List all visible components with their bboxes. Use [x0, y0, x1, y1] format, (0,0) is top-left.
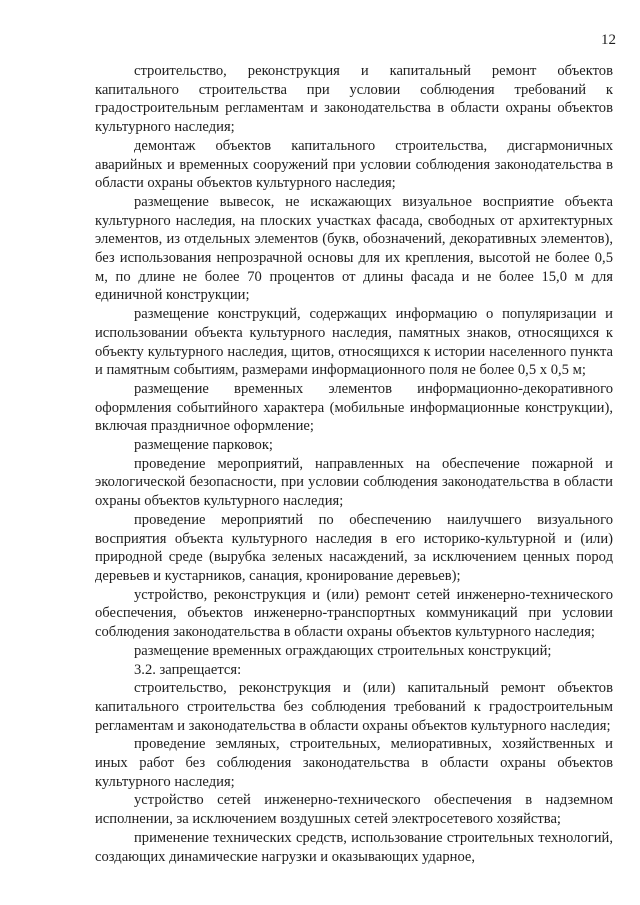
paragraph: проведение земляных, строительных, мелиоративных, хозяйственных и иных работ без соблюдения законодательства в области охраны объектов культурного наследия; [95, 736, 613, 790]
paragraph: размещение временных ограждающих строительных конструкций; [134, 642, 552, 659]
paragraph: демонтаж объектов капитального строительства, дисгармоничных аварийных и временных сооружений при условии соблюдения законодательства в области охраны объектов культурного наследия; [95, 137, 613, 192]
paragraph: размещение парковок; [134, 437, 273, 454]
paragraph: строительство, реконструкция и (или) капитальный ремонт объектов капитального строительства без соблюдения требований к градостроительным регламентам и законодательства в области охраны объектов культурного наследия; [95, 680, 613, 734]
paragraph: проведение мероприятий по обеспечению наилучшего визуального восприятия объекта культурного наследия в его историко-культурной и (или) природной среде (вырубка зеленых насаждений, за исключением ценных пород деревьев и кустарников, санация, кронирование деревьев); [95, 511, 613, 584]
paragraph: строительство, реконструкция и капитальный ремонт объектов капитального строительства при условии соблюдения требований к градостроительным регламентам и законодательства в области охраны объектов культурного наследия; [95, 63, 613, 136]
paragraph: размещение вывесок, не искажающих визуальное восприятие объекта культурного наследия, на плоских участках фасада, свободных от архитектурных элементов, из отдельных элементов (букв, обозначений, декоративных элементов), без использования непрозрачной основы для их крепления, высотой не более 0,5 м, по длине не более 70 процентов от длины фасада и не более 15,0 м для единичной конструкции; [95, 193, 613, 304]
paragraph: проведение мероприятий, направленных на обеспечение пожарной и экологической безопасности, при условии соблюдения законодательства в области охраны объектов культурного наследия; [95, 455, 613, 510]
page-number: 12 [601, 32, 616, 48]
paragraph: устройство, реконструкция и (или) ремонт сетей инженерно-технического обеспечения, объектов инженерно-транспортных коммуникаций при условии соблюдения законодательства в области охраны объектов культурного наследия; [95, 586, 613, 641]
section-heading: 3.2. запрещается: [134, 661, 242, 678]
document-body [95, 62, 613, 866]
paragraph: размещение конструкций, содержащих информацию о популяризации и использовании объекта культурного наследия, памятных знаков, относящихся к объекту культурного наследия, щитов, относящихся к истории населенного пункта и памятным событиям, размерами информационного поля не более 0,5 х 0,5 м; [95, 306, 613, 379]
paragraph: применение технических средств, использование строительных технологий, создающих динамические нагрузки и оказывающих ударное, [95, 829, 613, 865]
paragraph: устройство сетей инженерно-технического обеспечения в надземном исполнении, за исключением воздушных сетей электросетевого хозяйства; [95, 792, 613, 828]
paragraph: размещение временных элементов информационно-декоративного оформления событийного характера (мобильные информационные конструкции), включая праздничное оформление; [95, 380, 613, 435]
